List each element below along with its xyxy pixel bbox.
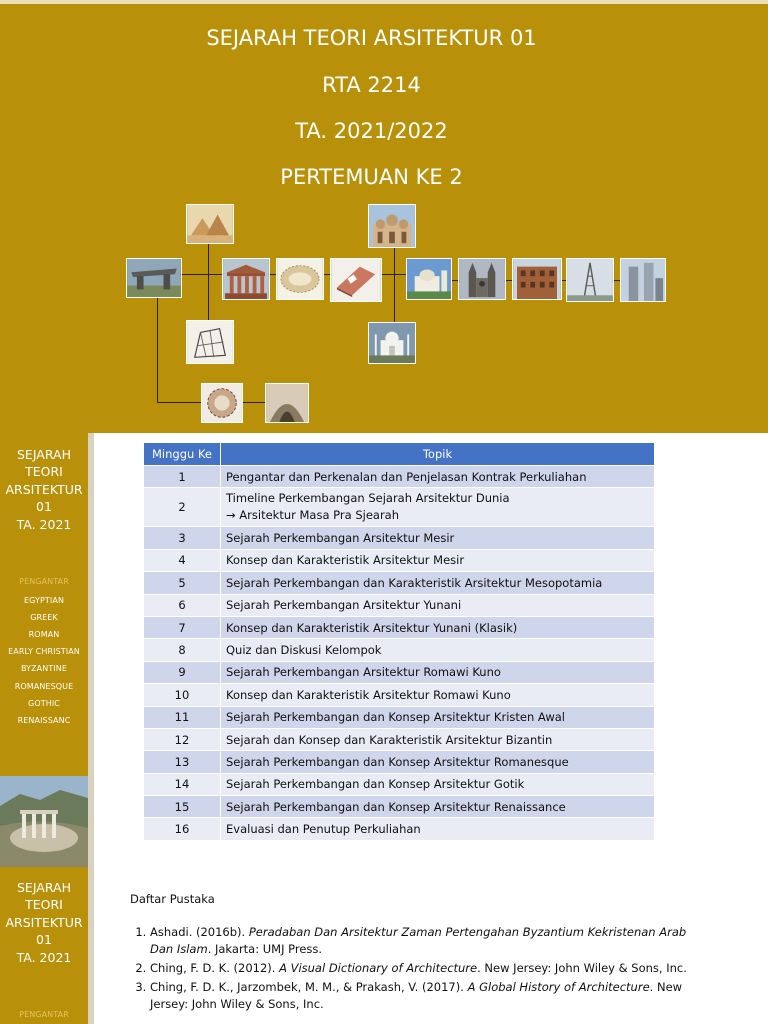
topic-cell: Konsep dan Karakteristik Arsitektur Mesir	[221, 549, 655, 571]
reference-publisher: . New Jersey: John Wiley & Sons, Inc.	[150, 980, 683, 1011]
timeline-connector	[394, 246, 395, 322]
table-row	[144, 796, 655, 818]
table-row	[144, 527, 655, 549]
week-number: 12	[144, 728, 221, 750]
pyramids-icon	[186, 204, 234, 244]
sidebar-title-5: TA. 2021	[16, 517, 72, 532]
ziggurat-icon	[186, 320, 234, 364]
gothic-cathedral-icon	[458, 258, 506, 300]
week-number: 2	[144, 488, 221, 527]
timeline-connector	[157, 402, 201, 403]
topic-cell: Sejarah Perkembangan Arsitektur Yunani	[221, 594, 655, 616]
reference-title: A Global History of Architecture	[467, 980, 650, 994]
topic-cell: Sejarah Perkembangan dan Karakteristik Arsitektur Mesopotamia	[221, 572, 655, 594]
sidebar-item-greek[interactable]: GREEK	[30, 613, 58, 622]
sidebar-item-roman[interactable]: ROMAN	[28, 630, 60, 639]
sidebar-item-byzantine[interactable]: BYZANTINE	[20, 664, 68, 673]
roman-bath-icon	[330, 258, 382, 302]
topic-cell: Quiz dan Diskusi Kelompok	[221, 639, 655, 661]
week-number: 15	[144, 796, 221, 818]
week-number: 10	[144, 684, 221, 706]
week-number: 16	[144, 818, 221, 840]
title-slide	[0, 0, 768, 433]
sidebar-item-gothic[interactable]: GOTHIC	[28, 699, 60, 708]
schedule-table	[143, 442, 655, 841]
reference-publisher: . Jakarta: UMJ Press.	[207, 942, 323, 956]
week-number: 11	[144, 706, 221, 728]
references-section	[130, 892, 700, 1015]
timeline-connector	[208, 244, 209, 320]
session-number: PERTEMUAN KE 2	[280, 165, 463, 189]
reference-item	[150, 979, 700, 1013]
table-row	[144, 466, 655, 488]
topic-line-2: → Arsitektur Masa Pra Sjearah	[226, 508, 400, 523]
sidebar-item-pengantar[interactable]: PENGANTAR	[19, 577, 69, 586]
header-topic: Topik	[221, 443, 655, 466]
topic-cell	[221, 488, 655, 527]
reference-item	[150, 924, 700, 958]
week-number: 8	[144, 639, 221, 661]
dolmen-icon	[126, 258, 182, 298]
sidebar-item-renaissance[interactable]: RENAISSANC	[17, 716, 71, 725]
week-number: 3	[144, 527, 221, 549]
week-number: 13	[144, 751, 221, 773]
sidebar-title-1: SEJARAH	[17, 447, 71, 462]
timeline-connector	[394, 274, 406, 275]
table-row	[144, 818, 655, 840]
reference-item	[150, 960, 700, 977]
sidebar2-title-1: SEJARAH	[17, 880, 71, 895]
header-week: Minggu Ke	[144, 443, 221, 466]
reference-title: A Visual Dictionary of Architecture	[279, 961, 478, 975]
sidebar2-item-pengantar[interactable]: PENGANTAR	[19, 1010, 69, 1019]
timeline-connector	[243, 402, 265, 403]
table-row	[144, 572, 655, 594]
week-number: 9	[144, 661, 221, 683]
sidebar2-title-2: TEORI	[25, 897, 63, 912]
colosseum-icon	[276, 258, 324, 300]
reference-author: Ching, F. D. K. (2012).	[150, 961, 280, 975]
topic-cell: Sejarah dan Konsep dan Karakteristik Arsitektur Bizantin	[221, 728, 655, 750]
table-row	[144, 706, 655, 728]
table-row	[144, 594, 655, 616]
academic-year: TA. 2021/2022	[295, 119, 448, 143]
topic-cell: Sejarah Perkembangan Arsitektur Romawi Kuno	[221, 661, 655, 683]
taj-mahal-icon	[368, 322, 416, 364]
reference-author: Ashadi. (2016b).	[150, 925, 249, 939]
ruins-photo	[0, 776, 88, 867]
topic-cell: Pengantar dan Perkenalan dan Penjelasan Kontrak Perkuliahan	[221, 466, 655, 488]
sidebar-title-2: TEORI	[25, 464, 63, 479]
references-heading: Daftar Pustaka	[130, 892, 215, 906]
table-row	[144, 549, 655, 571]
sidebar2-title-4: 01	[36, 932, 52, 947]
topic-line-1: Timeline Perkembangan Sejarah Arsitektur Dunia	[226, 491, 510, 506]
topic-cell: Konsep dan Karakteristik Arsitektur Romawi Kuno	[221, 684, 655, 706]
reference-title: Peradaban Dan Arsitektur Zaman Pertengahan Byzantium Kekristenan Arab Dan Islam	[150, 925, 687, 956]
topic-cell: Sejarah Perkembangan dan Konsep Arsitektur Romanesque	[221, 751, 655, 773]
eiffel-tower-icon	[566, 258, 614, 302]
sidebar-title-3: ARSITEKTUR	[5, 482, 83, 497]
pisa-cathedral-icon	[406, 258, 452, 300]
timeline-connector	[157, 298, 158, 402]
table-row	[144, 488, 655, 527]
topic-cell: Sejarah Perkembangan dan Konsep Arsitektur Gotik	[221, 773, 655, 795]
sidebar-item-egyptian[interactable]: EGYPTIAN	[23, 596, 65, 605]
stonehenge-icon	[201, 383, 243, 423]
table-header-row	[144, 443, 655, 466]
sidebar2-title-5: TA. 2021	[16, 950, 72, 965]
topic-cell: Sejarah Perkembangan Arsitektur Mesir	[221, 527, 655, 549]
week-number: 7	[144, 616, 221, 638]
sidebar2-title-3: ARSITEKTUR	[5, 915, 83, 930]
table-row	[144, 773, 655, 795]
sidebar-item-early-christian[interactable]: EARLY CHRISTIAN	[8, 647, 80, 656]
table-row	[144, 616, 655, 638]
table-row	[144, 728, 655, 750]
course-code: RTA 2214	[322, 73, 421, 97]
topic-cell: Evaluasi dan Penutup Perkuliahan	[221, 818, 655, 840]
week-number: 14	[144, 773, 221, 795]
table-row	[144, 751, 655, 773]
week-number: 6	[144, 594, 221, 616]
topic-cell: Konsep dan Karakteristik Arsitektur Yunani (Klasik)	[221, 616, 655, 638]
reference-author: Ching, F. D. K., Jarzombek, M. M., & Prakash, V. (2017).	[150, 980, 468, 994]
course-title: SEJARAH TEORI ARSITEKTUR 01	[206, 26, 537, 50]
san-marco-icon	[368, 204, 416, 248]
week-number: 4	[144, 549, 221, 571]
topic-cell: Sejarah Perkembangan dan Konsep Arsitektur Renaissance	[221, 796, 655, 818]
sidebar-title-4: 01	[36, 499, 52, 514]
sidebar-divider	[88, 433, 94, 1024]
week-number: 5	[144, 572, 221, 594]
greek-temple-icon	[222, 258, 270, 300]
renaissance-palazzo-icon	[512, 258, 562, 300]
week-number: 1	[144, 466, 221, 488]
reference-publisher: . New Jersey: John Wiley & Sons, Inc.	[477, 961, 687, 975]
sidebar-item-romanesque[interactable]: ROMANESQUE	[14, 682, 74, 691]
skyscrapers-icon	[620, 258, 666, 302]
topic-cell: Sejarah Perkembangan dan Konsep Arsitektur Kristen Awal	[221, 706, 655, 728]
references-list	[130, 924, 700, 1013]
table-row	[144, 639, 655, 661]
table-row	[144, 661, 655, 683]
cave-icon	[265, 383, 309, 423]
table-row	[144, 684, 655, 706]
